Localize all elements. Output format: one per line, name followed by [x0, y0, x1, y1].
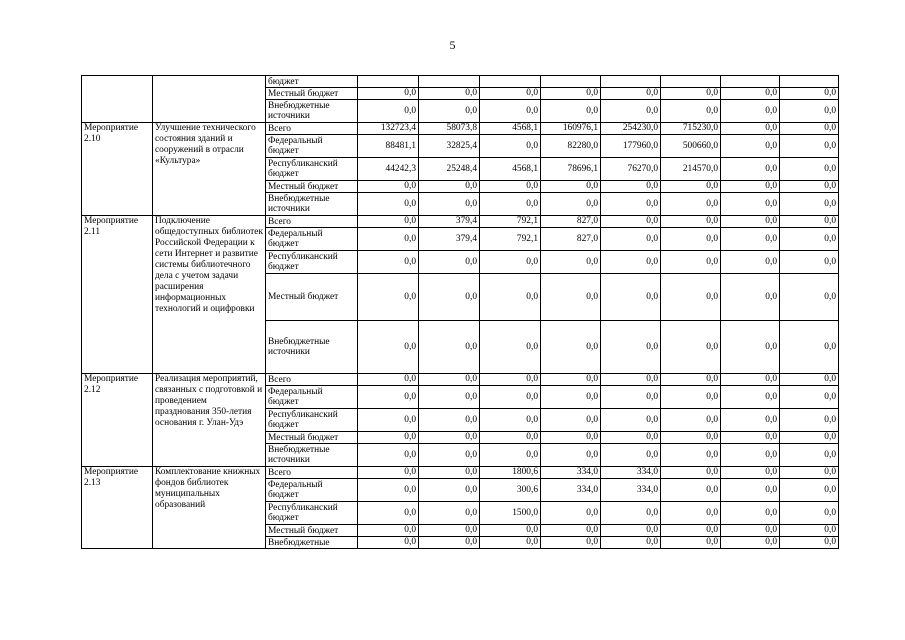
value-cell: 0,0 — [721, 193, 780, 216]
value-cell: 0,0 — [661, 88, 721, 100]
activity-name-cell: Комплектование книжных фондов библиотек муниципальных образований — [153, 467, 266, 549]
value-cell: 0,0 — [661, 537, 721, 549]
value-cell: 0,0 — [780, 321, 839, 374]
activity-code-cell: Мероприятие 2.13 — [82, 467, 153, 549]
value-cell: 0,0 — [721, 444, 780, 467]
value-cell: 0,0 — [601, 502, 661, 525]
value-cell: 0,0 — [419, 525, 480, 537]
value-cell: 0,0 — [721, 537, 780, 549]
value-cell — [480, 76, 541, 88]
value-cell: 0,0 — [780, 135, 839, 158]
value-cell: 0,0 — [541, 432, 601, 444]
value-cell — [541, 76, 601, 88]
value-cell: 0,0 — [780, 409, 839, 432]
value-cell: 0,0 — [480, 251, 541, 274]
activity-code-cell: Мероприятие 2.11 — [82, 216, 153, 374]
value-cell: 0,0 — [480, 274, 541, 321]
value-cell: 0,0 — [780, 386, 839, 409]
value-cell: 4568,1 — [480, 158, 541, 181]
value-cell: 0,0 — [480, 386, 541, 409]
value-cell: 0,0 — [721, 158, 780, 181]
value-cell: 0,0 — [480, 88, 541, 100]
value-cell: 0,0 — [541, 321, 601, 374]
page-number: 5 — [449, 38, 456, 52]
value-cell: 0,0 — [601, 374, 661, 386]
value-cell: 0,0 — [721, 467, 780, 479]
value-cell: 0,0 — [780, 432, 839, 444]
value-cell: 334,0 — [601, 467, 661, 479]
value-cell: 0,0 — [358, 251, 419, 274]
value-cell: 0,0 — [358, 467, 419, 479]
funding-source-label: Федеральный бюджет — [266, 135, 358, 158]
table-row — [82, 76, 839, 88]
value-cell: 300,6 — [480, 479, 541, 502]
value-cell: 0,0 — [419, 537, 480, 549]
value-cell: 0,0 — [721, 216, 780, 228]
value-cell: 334,0 — [541, 467, 601, 479]
value-cell: 0,0 — [419, 251, 480, 274]
value-cell: 0,0 — [780, 216, 839, 228]
value-cell: 160976,1 — [541, 123, 601, 135]
value-cell: 0,0 — [541, 409, 601, 432]
funding-source-label: Внебюджетные источники — [266, 444, 358, 467]
value-cell: 76270,0 — [601, 158, 661, 181]
funding-source-label: Федеральный бюджет — [266, 479, 358, 502]
value-cell: 379,4 — [419, 216, 480, 228]
value-cell — [780, 76, 839, 88]
value-cell: 0,0 — [480, 193, 541, 216]
value-cell: 0,0 — [661, 274, 721, 321]
value-cell: 0,0 — [661, 228, 721, 251]
activity-code-cell: Мероприятие 2.10 — [82, 123, 153, 216]
funding-source-label: Местный бюджет — [266, 274, 358, 321]
value-cell: 0,0 — [780, 444, 839, 467]
value-cell: 0,0 — [601, 386, 661, 409]
value-cell — [601, 76, 661, 88]
value-cell: 0,0 — [601, 444, 661, 467]
value-cell: 0,0 — [661, 216, 721, 228]
value-cell: 44242,3 — [358, 158, 419, 181]
value-cell: 0,0 — [419, 321, 480, 374]
funding-source-label: Местный бюджет — [266, 181, 358, 193]
funding-source-label: Внебюджетные — [266, 537, 358, 549]
value-cell: 0,0 — [721, 181, 780, 193]
funding-source-label: Федеральный бюджет — [266, 228, 358, 251]
value-cell: 0,0 — [358, 374, 419, 386]
value-cell — [721, 76, 780, 88]
funding-source-label: Местный бюджет — [266, 88, 358, 100]
value-cell: 0,0 — [541, 274, 601, 321]
value-cell: 254230,0 — [601, 123, 661, 135]
value-cell: 0,0 — [721, 479, 780, 502]
funding-source-label: Внебюджетные источники — [266, 193, 358, 216]
value-cell: 0,0 — [780, 479, 839, 502]
value-cell: 0,0 — [480, 181, 541, 193]
value-cell: 0,0 — [541, 193, 601, 216]
value-cell: 715230,0 — [661, 123, 721, 135]
value-cell: 0,0 — [541, 444, 601, 467]
value-cell: 0,0 — [780, 274, 839, 321]
value-cell: 0,0 — [721, 374, 780, 386]
value-cell: 0,0 — [721, 88, 780, 100]
value-cell: 500660,0 — [661, 135, 721, 158]
value-cell: 0,0 — [358, 181, 419, 193]
value-cell: 0,0 — [780, 158, 839, 181]
value-cell: 0,0 — [419, 432, 480, 444]
value-cell: 0,0 — [419, 193, 480, 216]
value-cell: 0,0 — [358, 274, 419, 321]
value-cell: 0,0 — [358, 444, 419, 467]
value-cell: 0,0 — [661, 467, 721, 479]
value-cell: 334,0 — [601, 479, 661, 502]
value-cell: 827,0 — [541, 228, 601, 251]
value-cell: 0,0 — [480, 321, 541, 374]
value-cell: 0,0 — [721, 228, 780, 251]
value-cell: 0,0 — [780, 181, 839, 193]
table-row — [82, 467, 839, 479]
value-cell: 0,0 — [601, 321, 661, 374]
value-cell: 1800,6 — [480, 467, 541, 479]
value-cell: 1500,0 — [480, 502, 541, 525]
value-cell: 0,0 — [419, 386, 480, 409]
activity-name-cell: Реализация мероприятий, связанных с подготовкой и проведением празднования 350-летия основания г. Улан-Удэ — [153, 374, 266, 467]
table-row — [82, 123, 839, 135]
value-cell: 0,0 — [780, 537, 839, 549]
value-cell: 0,0 — [480, 409, 541, 432]
value-cell: 0,0 — [721, 409, 780, 432]
value-cell: 0,0 — [480, 432, 541, 444]
activity-code-cell — [82, 76, 153, 123]
value-cell: 0,0 — [358, 386, 419, 409]
value-cell: 0,0 — [419, 274, 480, 321]
value-cell: 0,0 — [480, 374, 541, 386]
value-cell: 792,1 — [480, 228, 541, 251]
funding-source-label: Внебюджетные источники — [266, 321, 358, 374]
value-cell: 0,0 — [358, 502, 419, 525]
value-cell: 0,0 — [419, 479, 480, 502]
funding-source-label: Республиканский бюджет — [266, 502, 358, 525]
value-cell: 0,0 — [601, 88, 661, 100]
activity-name-cell: Улучшение технического состояния зданий и сооружений в отрасли «Культура» — [153, 123, 266, 216]
value-cell: 0,0 — [541, 100, 601, 123]
value-cell: 0,0 — [480, 100, 541, 123]
value-cell: 0,0 — [601, 274, 661, 321]
funding-source-label: бюджет — [266, 76, 358, 88]
value-cell: 0,0 — [541, 537, 601, 549]
value-cell: 0,0 — [661, 525, 721, 537]
value-cell: 0,0 — [419, 444, 480, 467]
activity-name-cell — [153, 76, 266, 123]
value-cell: 0,0 — [601, 525, 661, 537]
value-cell: 0,0 — [601, 181, 661, 193]
value-cell: 0,0 — [480, 525, 541, 537]
value-cell: 0,0 — [661, 374, 721, 386]
value-cell: 0,0 — [419, 88, 480, 100]
value-cell: 0,0 — [780, 228, 839, 251]
value-cell: 0,0 — [661, 502, 721, 525]
value-cell: 0,0 — [721, 135, 780, 158]
value-cell: 0,0 — [661, 100, 721, 123]
value-cell: 0,0 — [480, 135, 541, 158]
funding-source-label: Всего — [266, 467, 358, 479]
value-cell: 0,0 — [601, 432, 661, 444]
funding-source-label: Республиканский бюджет — [266, 251, 358, 274]
value-cell: 0,0 — [601, 216, 661, 228]
value-cell: 0,0 — [358, 88, 419, 100]
activity-code-cell: Мероприятие 2.12 — [82, 374, 153, 467]
value-cell: 0,0 — [780, 467, 839, 479]
value-cell: 58073,8 — [419, 123, 480, 135]
value-cell: 0,0 — [780, 88, 839, 100]
value-cell: 0,0 — [661, 251, 721, 274]
value-cell: 0,0 — [358, 409, 419, 432]
value-cell: 132723,4 — [358, 123, 419, 135]
value-cell: 0,0 — [721, 321, 780, 374]
value-cell: 0,0 — [541, 374, 601, 386]
value-cell: 0,0 — [541, 251, 601, 274]
value-cell: 88481,1 — [358, 135, 419, 158]
value-cell: 0,0 — [358, 216, 419, 228]
value-cell: 0,0 — [661, 181, 721, 193]
value-cell: 0,0 — [780, 525, 839, 537]
value-cell: 0,0 — [780, 374, 839, 386]
value-cell: 0,0 — [601, 409, 661, 432]
value-cell: 0,0 — [721, 274, 780, 321]
table-row — [82, 216, 839, 228]
value-cell: 0,0 — [358, 228, 419, 251]
value-cell: 0,0 — [358, 525, 419, 537]
value-cell: 0,0 — [419, 100, 480, 123]
value-cell: 0,0 — [541, 88, 601, 100]
value-cell: 0,0 — [721, 386, 780, 409]
value-cell: 0,0 — [480, 537, 541, 549]
value-cell: 0,0 — [419, 374, 480, 386]
budget-table — [81, 75, 839, 549]
value-cell: 0,0 — [358, 479, 419, 502]
value-cell: 0,0 — [601, 228, 661, 251]
value-cell: 827,0 — [541, 216, 601, 228]
value-cell: 0,0 — [780, 100, 839, 123]
funding-source-label: Местный бюджет — [266, 525, 358, 537]
value-cell: 0,0 — [541, 502, 601, 525]
value-cell: 0,0 — [541, 181, 601, 193]
value-cell: 32825,4 — [419, 135, 480, 158]
value-cell: 379,4 — [419, 228, 480, 251]
value-cell: 0,0 — [480, 444, 541, 467]
value-cell: 0,0 — [780, 502, 839, 525]
value-cell: 0,0 — [419, 467, 480, 479]
value-cell: 0,0 — [358, 537, 419, 549]
value-cell: 0,0 — [721, 525, 780, 537]
value-cell: 0,0 — [661, 321, 721, 374]
value-cell: 0,0 — [601, 100, 661, 123]
value-cell — [661, 76, 721, 88]
value-cell: 0,0 — [601, 193, 661, 216]
value-cell: 0,0 — [780, 251, 839, 274]
value-cell: 82280,0 — [541, 135, 601, 158]
value-cell: 0,0 — [721, 432, 780, 444]
value-cell: 0,0 — [661, 479, 721, 502]
funding-source-label: Республиканский бюджет — [266, 409, 358, 432]
value-cell: 0,0 — [358, 432, 419, 444]
value-cell — [358, 76, 419, 88]
funding-source-label: Внебюджетные источники — [266, 100, 358, 123]
value-cell: 0,0 — [419, 409, 480, 432]
value-cell: 0,0 — [419, 181, 480, 193]
value-cell: 214570,0 — [661, 158, 721, 181]
value-cell: 0,0 — [358, 193, 419, 216]
table-row — [82, 374, 839, 386]
value-cell: 792,1 — [480, 216, 541, 228]
value-cell: 0,0 — [721, 123, 780, 135]
activity-name-cell: Подключение общедоступных библиотек Российской Федерации к сети Интернет и развитие системы библиотечного дела с учетом задачи расширения информационных технологий и оцифровки — [153, 216, 266, 374]
value-cell: 0,0 — [721, 251, 780, 274]
funding-source-label: Республиканский бюджет — [266, 158, 358, 181]
value-cell: 0,0 — [780, 123, 839, 135]
value-cell: 0,0 — [661, 193, 721, 216]
value-cell — [419, 76, 480, 88]
funding-source-label: Всего — [266, 216, 358, 228]
value-cell: 0,0 — [661, 386, 721, 409]
value-cell: 25248,4 — [419, 158, 480, 181]
value-cell: 334,0 — [541, 479, 601, 502]
value-cell: 0,0 — [661, 432, 721, 444]
value-cell: 0,0 — [358, 100, 419, 123]
value-cell: 78696,1 — [541, 158, 601, 181]
value-cell: 0,0 — [541, 525, 601, 537]
value-cell: 4568,1 — [480, 123, 541, 135]
funding-source-label: Федеральный бюджет — [266, 386, 358, 409]
value-cell: 0,0 — [661, 444, 721, 467]
value-cell: 0,0 — [601, 537, 661, 549]
value-cell: 0,0 — [661, 409, 721, 432]
value-cell: 177960,0 — [601, 135, 661, 158]
value-cell: 0,0 — [541, 386, 601, 409]
value-cell: 0,0 — [601, 251, 661, 274]
funding-source-label: Всего — [266, 123, 358, 135]
value-cell: 0,0 — [780, 193, 839, 216]
value-cell: 0,0 — [721, 100, 780, 123]
value-cell: 0,0 — [721, 502, 780, 525]
value-cell: 0,0 — [419, 502, 480, 525]
funding-source-label: Всего — [266, 374, 358, 386]
funding-source-label: Местный бюджет — [266, 432, 358, 444]
value-cell: 0,0 — [358, 321, 419, 374]
